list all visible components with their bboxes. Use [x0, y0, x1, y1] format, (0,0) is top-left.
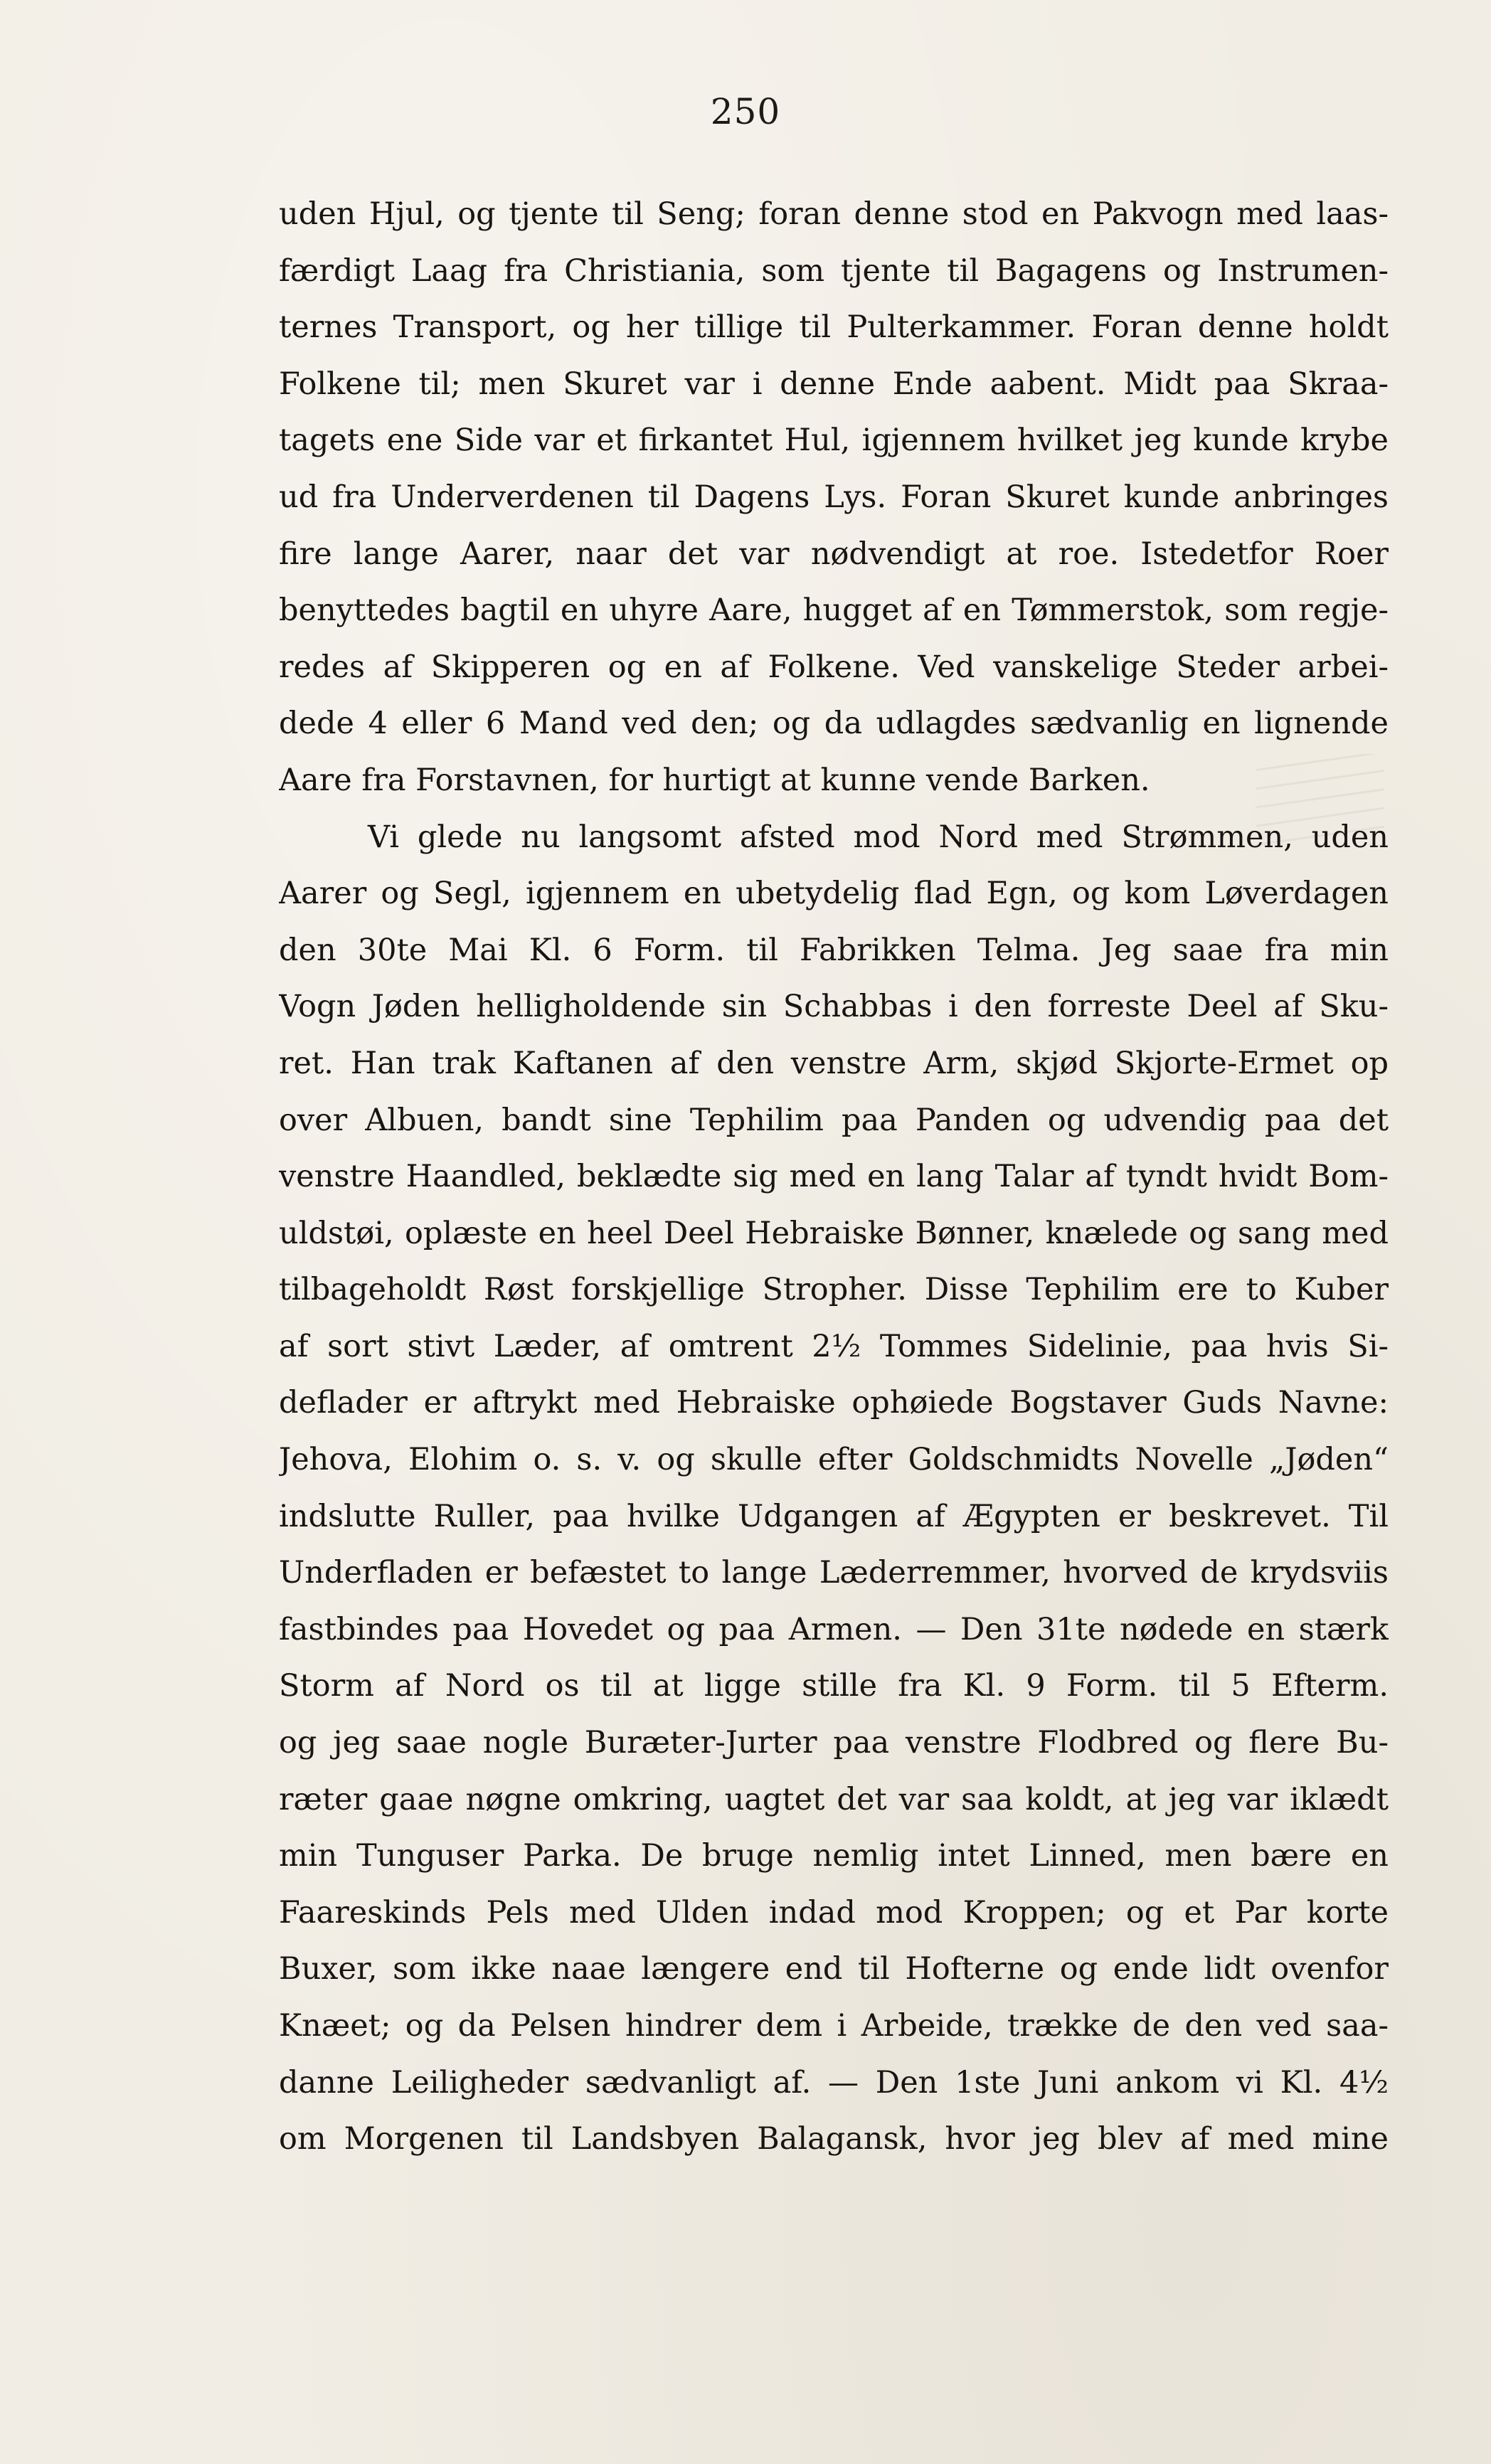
text-line: tagets ene Side var et firkantet Hul, igjennem hvilket jeg kunde krybe	[279, 423, 1389, 459]
text-line: om Morgenen til Landsbyen Balagansk, hvor jeg blev af med mine	[279, 2121, 1389, 2157]
text-line: og jeg saae nogle Buræter-Jurter paa venstre Flodbred og flere Bu-	[279, 1725, 1389, 1761]
text-line: fire lange Aarer, naar det var nødvendigt at roe. Istedetfor Roer	[279, 536, 1389, 572]
text-line: Faareskinds Pels med Ulden indad mod Kroppen; og et Par korte	[279, 1894, 1389, 1931]
text-line: indslutte Ruller, paa hvilke Udgangen af Ægypten er beskrevet. Til	[279, 1498, 1389, 1534]
body-text	[279, 186, 1389, 2168]
text-line: ræter gaae nøgne omkring, uagtet det var saa koldt, at jeg var iklædt	[279, 1781, 1389, 1817]
paragraph-start-line: Vi glede nu langsomt afsted mod Nord med Strømmen, uden	[368, 819, 1389, 855]
page-number: 250	[710, 91, 781, 132]
text-line: færdigt Laag fra Christiania, som tjente til Bagagens og Instrumen-	[279, 253, 1389, 289]
text-line: dede 4 eller 6 Mand ved den; og da udlagdes sædvanlig en lignende	[279, 706, 1389, 742]
text-line: ud fra Underverdenen til Dagens Lys. Foran Skuret kunde anbringes	[279, 479, 1389, 515]
text-line: Vogn Jøden helligholdende sin Schabbas i den forreste Deel af Sku-	[279, 989, 1389, 1025]
text-line: tilbageholdt Røst forskjellige Stropher. Disse Tephilim ere to Kuber	[279, 1272, 1389, 1308]
text-line: Buxer, som ikke naae længere end til Hofterne og ende lidt ovenfor	[279, 1951, 1389, 1987]
text-line: Folkene til; men Skuret var i denne Ende aabent. Midt paa Skraa-	[279, 366, 1389, 402]
text-line: Aarer og Segl, igjennem en ubetydelig flad Egn, og kom Løverdagen	[279, 876, 1389, 912]
text-line: ret. Han trak Kaftanen af den venstre Arm, skjød Skjorte-Ermet op	[279, 1045, 1389, 1081]
text-line: redes af Skipperen og en af Folkene. Ved vanskelige Steder arbei-	[279, 649, 1389, 685]
text-line: fastbindes paa Hovedet og paa Armen. — Den 31te nødede en stærk	[279, 1611, 1389, 1647]
text-line: Storm af Nord os til at ligge stille fra Kl. 9 Form. til 5 Efterm.	[279, 1668, 1389, 1704]
text-line: Jehova, Elohim o. s. v. og skulle efter Goldschmidts Novelle „Jøden“	[279, 1442, 1389, 1478]
text-line: ternes Transport, og her tillige til Pulterkammer. Foran denne holdt	[279, 309, 1389, 346]
text-line: uldstøi, oplæste en heel Deel Hebraiske Bønner, knælede og sang med	[279, 1215, 1389, 1251]
text-line: venstre Haandled, beklædte sig med en lang Talar af tyndt hvidt Bom-	[279, 1159, 1389, 1195]
text-line: danne Leiligheder sædvanligt af. — Den 1ste Juni ankom vi Kl. 4½	[279, 2064, 1389, 2101]
text-line: deflader er aftrykt med Hebraiske ophøiede Bogstaver Guds Navne:	[279, 1385, 1389, 1421]
text-line: uden Hjul, og tjente til Seng; foran denne stod en Pakvogn med laas-	[279, 196, 1389, 232]
text-line: Underfladen er befæstet to lange Læderremmer, hvorved de krydsviis	[279, 1555, 1389, 1591]
text-line: Knæet; og da Pelsen hindrer dem i Arbeide, trække de den ved saa-	[279, 2008, 1389, 2044]
text-line: den 30te Mai Kl. 6 Form. til Fabrikken Telma. Jeg saae fra min	[279, 932, 1389, 968]
text-line: af sort stivt Læder, af omtrent 2½ Tommes Sidelinie, paa hvis Si-	[279, 1328, 1389, 1364]
text-line: benyttedes bagtil en uhyre Aare, hugget af en Tømmerstok, som regje-	[279, 593, 1389, 629]
paragraph-end-line: Aare fra Forstavnen, for hurtigt at kunne vende Barken.	[279, 762, 1150, 798]
text-line: over Albuen, bandt sine Tephilim paa Panden og udvendig paa det	[279, 1102, 1389, 1138]
text-line: min Tunguser Parka. De bruge nemlig intet Linned, men bære en	[279, 1838, 1389, 1874]
